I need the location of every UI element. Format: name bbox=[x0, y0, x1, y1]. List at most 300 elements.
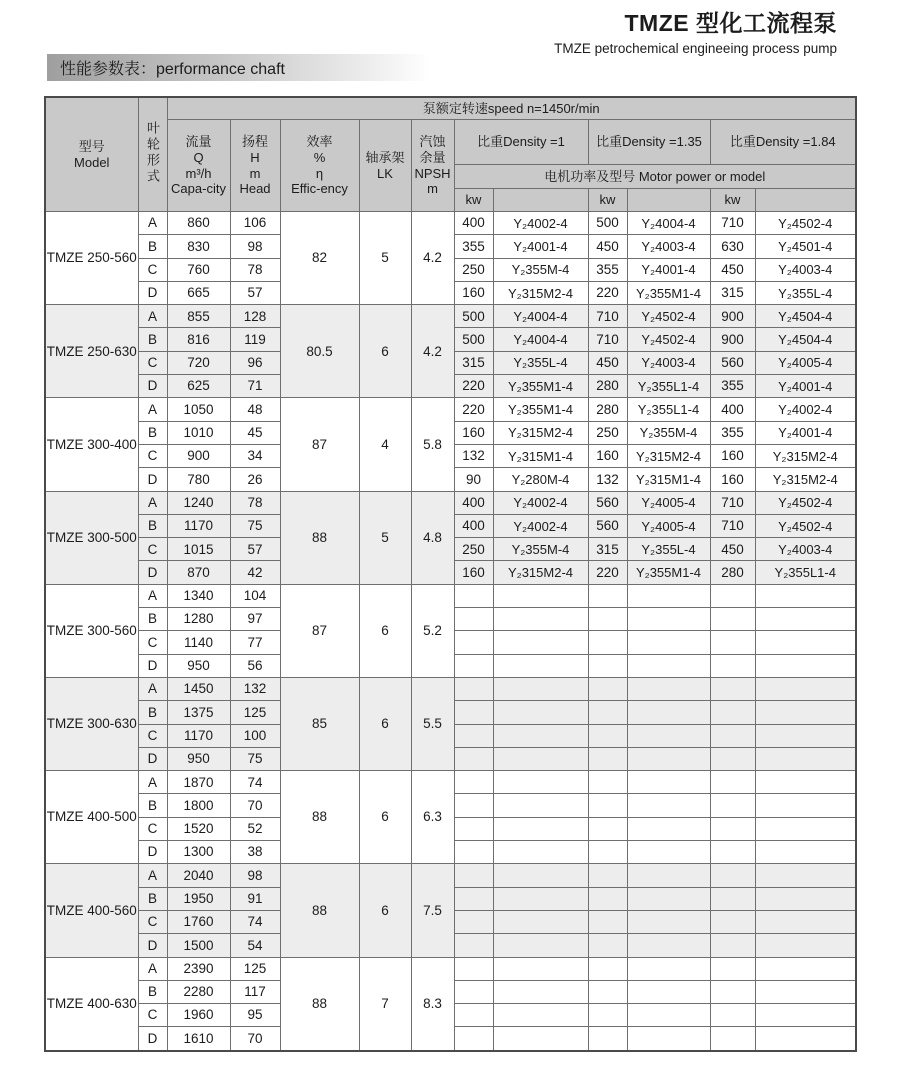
flow-cell: 1375 bbox=[167, 701, 230, 724]
motor-model-cell bbox=[755, 631, 856, 654]
motor-kw-cell: 355 bbox=[710, 421, 755, 444]
flow-cell: 1015 bbox=[167, 538, 230, 561]
npsh-cell: 5.2 bbox=[411, 584, 454, 677]
header-line: m bbox=[249, 165, 261, 181]
motor-model-cell bbox=[627, 887, 710, 910]
motor-model-cell bbox=[493, 864, 588, 887]
npsh-cell: 4.2 bbox=[411, 305, 454, 398]
impeller-cell: B bbox=[138, 794, 167, 817]
flow-cell: 1870 bbox=[167, 771, 230, 794]
motor-kw-cell bbox=[454, 771, 493, 794]
motor-kw-cell bbox=[588, 980, 627, 1003]
motor-kw-cell bbox=[454, 701, 493, 724]
flow-cell: 1300 bbox=[167, 841, 230, 864]
motor-model-cell: Y₂355L-4 bbox=[493, 351, 588, 374]
col-header-kw-2: kw bbox=[588, 189, 627, 212]
model-cell: TMZE 300-400 bbox=[45, 398, 138, 491]
motor-kw-cell: 900 bbox=[710, 305, 755, 328]
motor-kw-cell: 710 bbox=[710, 212, 755, 235]
spec-row bbox=[45, 491, 856, 514]
motor-model-cell: Y₂4002-4 bbox=[493, 212, 588, 235]
motor-kw-cell: 400 bbox=[454, 514, 493, 537]
motor-kw-cell: 710 bbox=[588, 305, 627, 328]
motor-kw-cell: 132 bbox=[454, 444, 493, 467]
motor-model-cell: Y₂4502-4 bbox=[755, 491, 856, 514]
spec-table bbox=[44, 96, 857, 1052]
motor-kw-cell bbox=[710, 747, 755, 770]
npsh-cell: 5.8 bbox=[411, 398, 454, 491]
motor-kw-cell bbox=[710, 957, 755, 980]
col-header-kw-1: kw bbox=[454, 189, 493, 212]
header-line: Capa-city bbox=[171, 181, 226, 197]
head-cell: 117 bbox=[230, 980, 280, 1003]
motor-model-cell: Y₂355M-4 bbox=[493, 258, 588, 281]
col-header-efficiency bbox=[280, 120, 359, 212]
motor-model-cell bbox=[755, 934, 856, 957]
impeller-cell: C bbox=[138, 1004, 167, 1027]
motor-kw-cell: 630 bbox=[710, 235, 755, 258]
head-cell: 96 bbox=[230, 351, 280, 374]
motor-kw-cell: 400 bbox=[454, 212, 493, 235]
motor-model-cell: Y₂355L1-4 bbox=[627, 398, 710, 421]
spec-row bbox=[45, 677, 856, 700]
motor-kw-cell bbox=[454, 934, 493, 957]
motor-model-cell: Y₂315M2-4 bbox=[627, 444, 710, 467]
motor-model-cell: Y₂4501-4 bbox=[755, 235, 856, 258]
head-cell: 128 bbox=[230, 305, 280, 328]
head-cell: 78 bbox=[230, 258, 280, 281]
motor-model-cell bbox=[627, 631, 710, 654]
impeller-cell: C bbox=[138, 631, 167, 654]
flow-cell: 1520 bbox=[167, 817, 230, 840]
spec-row bbox=[45, 584, 856, 607]
motor-kw-cell bbox=[454, 747, 493, 770]
motor-model-cell: Y₂315M2-4 bbox=[493, 421, 588, 444]
motor-kw-cell bbox=[454, 677, 493, 700]
motor-model-cell bbox=[755, 701, 856, 724]
motor-kw-cell: 160 bbox=[454, 421, 493, 444]
motor-kw-cell bbox=[710, 817, 755, 840]
motor-model-cell bbox=[493, 887, 588, 910]
motor-model-cell bbox=[755, 910, 856, 933]
motor-kw-cell: 450 bbox=[588, 235, 627, 258]
motor-kw-cell: 220 bbox=[454, 398, 493, 421]
head-cell: 74 bbox=[230, 910, 280, 933]
impeller-cell: C bbox=[138, 351, 167, 374]
flow-cell: 1950 bbox=[167, 887, 230, 910]
motor-kw-cell: 280 bbox=[588, 398, 627, 421]
header-line: 效率 bbox=[306, 133, 333, 149]
motor-model-cell bbox=[755, 841, 856, 864]
impeller-cell: A bbox=[138, 771, 167, 794]
npsh-cell: 4.8 bbox=[411, 491, 454, 584]
flow-cell: 855 bbox=[167, 305, 230, 328]
bearing-cell: 5 bbox=[359, 491, 411, 584]
motor-model-cell bbox=[755, 724, 856, 747]
motor-model-cell: Y₂355L-4 bbox=[627, 538, 710, 561]
motor-model-cell bbox=[755, 794, 856, 817]
motor-kw-cell bbox=[710, 771, 755, 794]
motor-model-cell bbox=[627, 794, 710, 817]
impeller-cell: B bbox=[138, 887, 167, 910]
motor-model-cell bbox=[493, 794, 588, 817]
motor-model-cell: Y₂355L1-4 bbox=[755, 561, 856, 584]
motor-model-cell: Y₂4502-4 bbox=[627, 328, 710, 351]
section-label: 性能参数表：performance chaft bbox=[60, 61, 285, 78]
motor-kw-cell: 250 bbox=[454, 258, 493, 281]
motor-model-cell: Y₂4502-4 bbox=[627, 305, 710, 328]
head-cell: 45 bbox=[230, 421, 280, 444]
npsh-cell: 7.5 bbox=[411, 864, 454, 957]
motor-model-cell: Y₂4005-4 bbox=[755, 351, 856, 374]
col-header-model bbox=[45, 97, 138, 212]
head-cell: 97 bbox=[230, 608, 280, 631]
motor-kw-cell: 160 bbox=[454, 561, 493, 584]
head-cell: 71 bbox=[230, 375, 280, 398]
motor-model-cell: Y₂4004-4 bbox=[493, 305, 588, 328]
motor-kw-cell bbox=[710, 980, 755, 1003]
motor-kw-cell bbox=[588, 934, 627, 957]
head-cell: 38 bbox=[230, 841, 280, 864]
motor-model-cell bbox=[627, 701, 710, 724]
motor-model-cell bbox=[493, 584, 588, 607]
impeller-cell: B bbox=[138, 514, 167, 537]
motor-kw-cell bbox=[588, 1027, 627, 1051]
header-line: 型号 bbox=[78, 138, 105, 154]
motor-kw-cell: 315 bbox=[588, 538, 627, 561]
motor-model-cell bbox=[493, 934, 588, 957]
motor-kw-cell: 710 bbox=[710, 491, 755, 514]
impeller-cell: B bbox=[138, 421, 167, 444]
flow-cell: 900 bbox=[167, 444, 230, 467]
efficiency-cell: 88 bbox=[280, 864, 359, 957]
npsh-cell: 6.3 bbox=[411, 771, 454, 864]
impeller-cell: A bbox=[138, 584, 167, 607]
motor-model-cell bbox=[493, 701, 588, 724]
head-cell: 125 bbox=[230, 957, 280, 980]
motor-model-cell bbox=[755, 887, 856, 910]
impeller-cell: A bbox=[138, 957, 167, 980]
head-cell: 70 bbox=[230, 1027, 280, 1051]
motor-kw-cell bbox=[454, 957, 493, 980]
motor-kw-cell: 160 bbox=[454, 281, 493, 304]
motor-kw-cell bbox=[454, 1004, 493, 1027]
spec-row bbox=[45, 305, 856, 328]
flow-cell: 830 bbox=[167, 235, 230, 258]
impeller-cell: B bbox=[138, 328, 167, 351]
head-cell: 95 bbox=[230, 1004, 280, 1027]
impeller-cell: C bbox=[138, 724, 167, 747]
motor-kw-cell: 160 bbox=[710, 444, 755, 467]
motor-kw-cell: 500 bbox=[454, 305, 493, 328]
flow-cell: 2390 bbox=[167, 957, 230, 980]
head-cell: 100 bbox=[230, 724, 280, 747]
col-header-bearing bbox=[359, 120, 411, 212]
motor-kw-cell: 450 bbox=[710, 538, 755, 561]
motor-kw-cell: 220 bbox=[588, 281, 627, 304]
impeller-cell: B bbox=[138, 701, 167, 724]
motor-model-cell bbox=[493, 724, 588, 747]
header-line: LK bbox=[377, 165, 393, 181]
impeller-cell: A bbox=[138, 305, 167, 328]
head-cell: 52 bbox=[230, 817, 280, 840]
header-line: 流量 bbox=[185, 133, 212, 149]
header-line: Q bbox=[193, 149, 204, 165]
header-line: 扬程 bbox=[241, 133, 268, 149]
impeller-cell: A bbox=[138, 491, 167, 514]
flow-cell: 870 bbox=[167, 561, 230, 584]
motor-model-cell bbox=[627, 1027, 710, 1051]
header-line: m³/h bbox=[185, 165, 212, 181]
flow-cell: 625 bbox=[167, 375, 230, 398]
efficiency-cell: 88 bbox=[280, 957, 359, 1051]
model-cell: TMZE 250-630 bbox=[45, 305, 138, 398]
motor-kw-cell: 450 bbox=[710, 258, 755, 281]
motor-kw-cell bbox=[710, 1027, 755, 1051]
motor-kw-cell: 280 bbox=[588, 375, 627, 398]
motor-kw-cell bbox=[588, 817, 627, 840]
head-cell: 57 bbox=[230, 281, 280, 304]
model-cell: TMZE 400-560 bbox=[45, 864, 138, 957]
head-cell: 75 bbox=[230, 747, 280, 770]
motor-model-cell bbox=[493, 654, 588, 677]
flow-cell: 1610 bbox=[167, 1027, 230, 1051]
table-header bbox=[45, 97, 856, 212]
motor-model-cell: Y₂4504-4 bbox=[755, 305, 856, 328]
motor-model-cell: Y₂355M-4 bbox=[493, 538, 588, 561]
motor-model-cell bbox=[755, 1004, 856, 1027]
impeller-cell: B bbox=[138, 980, 167, 1003]
motor-model-cell bbox=[627, 910, 710, 933]
motor-model-cell bbox=[755, 747, 856, 770]
flow-cell: 1050 bbox=[167, 398, 230, 421]
motor-kw-cell bbox=[710, 608, 755, 631]
header-row-2 bbox=[45, 120, 856, 165]
motor-kw-cell bbox=[588, 631, 627, 654]
motor-kw-cell: 315 bbox=[710, 281, 755, 304]
motor-model-cell bbox=[493, 1004, 588, 1027]
col-header-npsh bbox=[411, 120, 454, 212]
motor-model-cell: Y₂355L-4 bbox=[755, 281, 856, 304]
bearing-cell: 5 bbox=[359, 212, 411, 305]
npsh-cell: 5.5 bbox=[411, 677, 454, 770]
impeller-cell: C bbox=[138, 538, 167, 561]
motor-kw-cell: 400 bbox=[454, 491, 493, 514]
motor-kw-cell: 315 bbox=[454, 351, 493, 374]
motor-kw-cell bbox=[710, 841, 755, 864]
header-line: 轴承架 bbox=[365, 149, 405, 165]
col-header-motor-model-2 bbox=[627, 189, 710, 212]
motor-model-cell bbox=[627, 980, 710, 1003]
motor-model-cell bbox=[493, 841, 588, 864]
motor-model-cell bbox=[493, 910, 588, 933]
flow-cell: 1140 bbox=[167, 631, 230, 654]
motor-model-cell: Y₂4004-4 bbox=[493, 328, 588, 351]
efficiency-cell: 82 bbox=[280, 212, 359, 305]
bearing-cell: 6 bbox=[359, 771, 411, 864]
motor-model-cell: Y₂4502-4 bbox=[755, 514, 856, 537]
motor-model-cell bbox=[493, 747, 588, 770]
model-cell: TMZE 300-560 bbox=[45, 584, 138, 677]
flow-cell: 1170 bbox=[167, 724, 230, 747]
flow-cell: 720 bbox=[167, 351, 230, 374]
motor-model-cell: Y₂4002-4 bbox=[755, 398, 856, 421]
flow-cell: 860 bbox=[167, 212, 230, 235]
motor-kw-cell: 900 bbox=[710, 328, 755, 351]
head-cell: 48 bbox=[230, 398, 280, 421]
motor-model-cell bbox=[755, 980, 856, 1003]
impeller-cell: B bbox=[138, 235, 167, 258]
model-cell: TMZE 300-500 bbox=[45, 491, 138, 584]
section-label-bar bbox=[47, 54, 430, 81]
flow-cell: 1340 bbox=[167, 584, 230, 607]
table-body bbox=[45, 212, 856, 1051]
header-line: NPSH bbox=[414, 165, 451, 181]
motor-model-cell bbox=[755, 817, 856, 840]
flow-cell: 950 bbox=[167, 747, 230, 770]
impeller-cell: C bbox=[138, 444, 167, 467]
motor-kw-cell: 355 bbox=[710, 375, 755, 398]
motor-model-cell: Y₂315M2-4 bbox=[755, 468, 856, 491]
header-line: m bbox=[427, 181, 438, 197]
head-cell: 98 bbox=[230, 864, 280, 887]
motor-model-cell: Y₂355M1-4 bbox=[627, 561, 710, 584]
motor-kw-cell bbox=[588, 887, 627, 910]
motor-model-cell bbox=[755, 864, 856, 887]
impeller-cell: A bbox=[138, 864, 167, 887]
motor-model-cell bbox=[627, 817, 710, 840]
head-cell: 77 bbox=[230, 631, 280, 654]
model-cell: TMZE 300-630 bbox=[45, 677, 138, 770]
efficiency-cell: 80.5 bbox=[280, 305, 359, 398]
motor-kw-cell bbox=[454, 631, 493, 654]
npsh-cell: 8.3 bbox=[411, 957, 454, 1051]
bearing-cell: 6 bbox=[359, 305, 411, 398]
flow-cell: 950 bbox=[167, 654, 230, 677]
motor-kw-cell: 710 bbox=[710, 514, 755, 537]
motor-model-cell bbox=[627, 654, 710, 677]
motor-model-cell: Y₂4004-4 bbox=[627, 212, 710, 235]
col-header-impeller bbox=[138, 97, 167, 212]
motor-model-cell bbox=[627, 957, 710, 980]
spec-row bbox=[45, 771, 856, 794]
motor-kw-cell bbox=[710, 584, 755, 607]
header-line: Head bbox=[239, 181, 271, 197]
impeller-cell: D bbox=[138, 841, 167, 864]
efficiency-cell: 88 bbox=[280, 771, 359, 864]
motor-kw-cell bbox=[588, 724, 627, 747]
motor-kw-cell bbox=[588, 584, 627, 607]
impeller-cell: D bbox=[138, 747, 167, 770]
motor-kw-cell bbox=[588, 864, 627, 887]
motor-kw-cell: 355 bbox=[454, 235, 493, 258]
motor-model-cell: Y₂4002-4 bbox=[493, 491, 588, 514]
head-cell: 57 bbox=[230, 538, 280, 561]
motor-model-cell bbox=[493, 677, 588, 700]
header-line: 汽蚀 bbox=[419, 133, 446, 149]
motor-kw-cell: 220 bbox=[454, 375, 493, 398]
motor-kw-cell: 160 bbox=[710, 468, 755, 491]
motor-kw-cell bbox=[454, 980, 493, 1003]
motor-kw-cell: 710 bbox=[588, 328, 627, 351]
impeller-cell: A bbox=[138, 212, 167, 235]
motor-kw-cell bbox=[588, 654, 627, 677]
motor-kw-cell: 355 bbox=[588, 258, 627, 281]
motor-model-cell: Y₂355M1-4 bbox=[493, 375, 588, 398]
motor-model-cell: Y₂4001-4 bbox=[627, 258, 710, 281]
spec-row bbox=[45, 398, 856, 421]
head-cell: 26 bbox=[230, 468, 280, 491]
motor-kw-cell: 560 bbox=[588, 491, 627, 514]
flow-cell: 1450 bbox=[167, 677, 230, 700]
motor-kw-cell bbox=[454, 608, 493, 631]
motor-kw-cell bbox=[588, 794, 627, 817]
motor-kw-cell: 90 bbox=[454, 468, 493, 491]
motor-kw-cell bbox=[588, 957, 627, 980]
motor-model-cell bbox=[627, 1004, 710, 1027]
motor-kw-cell: 500 bbox=[454, 328, 493, 351]
motor-model-cell bbox=[627, 677, 710, 700]
col-header-motor-model-1 bbox=[493, 189, 588, 212]
motor-model-cell bbox=[755, 654, 856, 677]
motor-kw-cell bbox=[588, 1004, 627, 1027]
motor-kw-cell bbox=[710, 887, 755, 910]
motor-kw-cell bbox=[710, 677, 755, 700]
header-line: Model bbox=[74, 154, 110, 170]
spec-row bbox=[45, 212, 856, 235]
motor-model-cell bbox=[755, 957, 856, 980]
impeller-cell: C bbox=[138, 817, 167, 840]
flow-cell: 2280 bbox=[167, 980, 230, 1003]
flow-cell: 1170 bbox=[167, 514, 230, 537]
motor-kw-cell bbox=[710, 934, 755, 957]
motor-kw-cell: 132 bbox=[588, 468, 627, 491]
motor-model-cell bbox=[755, 677, 856, 700]
motor-model-cell: Y₂355M1-4 bbox=[627, 281, 710, 304]
model-cell: TMZE 250-560 bbox=[45, 212, 138, 305]
motor-kw-cell bbox=[588, 701, 627, 724]
head-cell: 98 bbox=[230, 235, 280, 258]
col-header-head bbox=[230, 120, 280, 212]
head-cell: 119 bbox=[230, 328, 280, 351]
motor-kw-cell bbox=[454, 887, 493, 910]
motor-model-cell bbox=[627, 841, 710, 864]
impeller-cell: D bbox=[138, 934, 167, 957]
motor-kw-cell: 160 bbox=[588, 444, 627, 467]
motor-model-cell: Y₂4005-4 bbox=[627, 514, 710, 537]
model-cell: TMZE 400-500 bbox=[45, 771, 138, 864]
motor-kw-cell bbox=[454, 817, 493, 840]
impeller-cell: D bbox=[138, 654, 167, 677]
flow-cell: 665 bbox=[167, 281, 230, 304]
flow-cell: 1010 bbox=[167, 421, 230, 444]
flow-cell: 760 bbox=[167, 258, 230, 281]
motor-model-cell: Y₂4003-4 bbox=[627, 351, 710, 374]
motor-kw-cell bbox=[454, 841, 493, 864]
efficiency-cell: 87 bbox=[280, 584, 359, 677]
motor-kw-cell: 500 bbox=[588, 212, 627, 235]
motor-kw-cell bbox=[588, 771, 627, 794]
motor-model-cell bbox=[493, 980, 588, 1003]
bearing-cell: 6 bbox=[359, 584, 411, 677]
npsh-cell: 4.2 bbox=[411, 212, 454, 305]
motor-kw-cell bbox=[588, 608, 627, 631]
flow-cell: 1240 bbox=[167, 491, 230, 514]
motor-model-cell: Y₂355M1-4 bbox=[493, 398, 588, 421]
col-header-motor-power: 电机功率及型号 Motor power or model bbox=[454, 165, 856, 189]
bearing-cell: 4 bbox=[359, 398, 411, 491]
motor-model-cell bbox=[755, 1027, 856, 1051]
